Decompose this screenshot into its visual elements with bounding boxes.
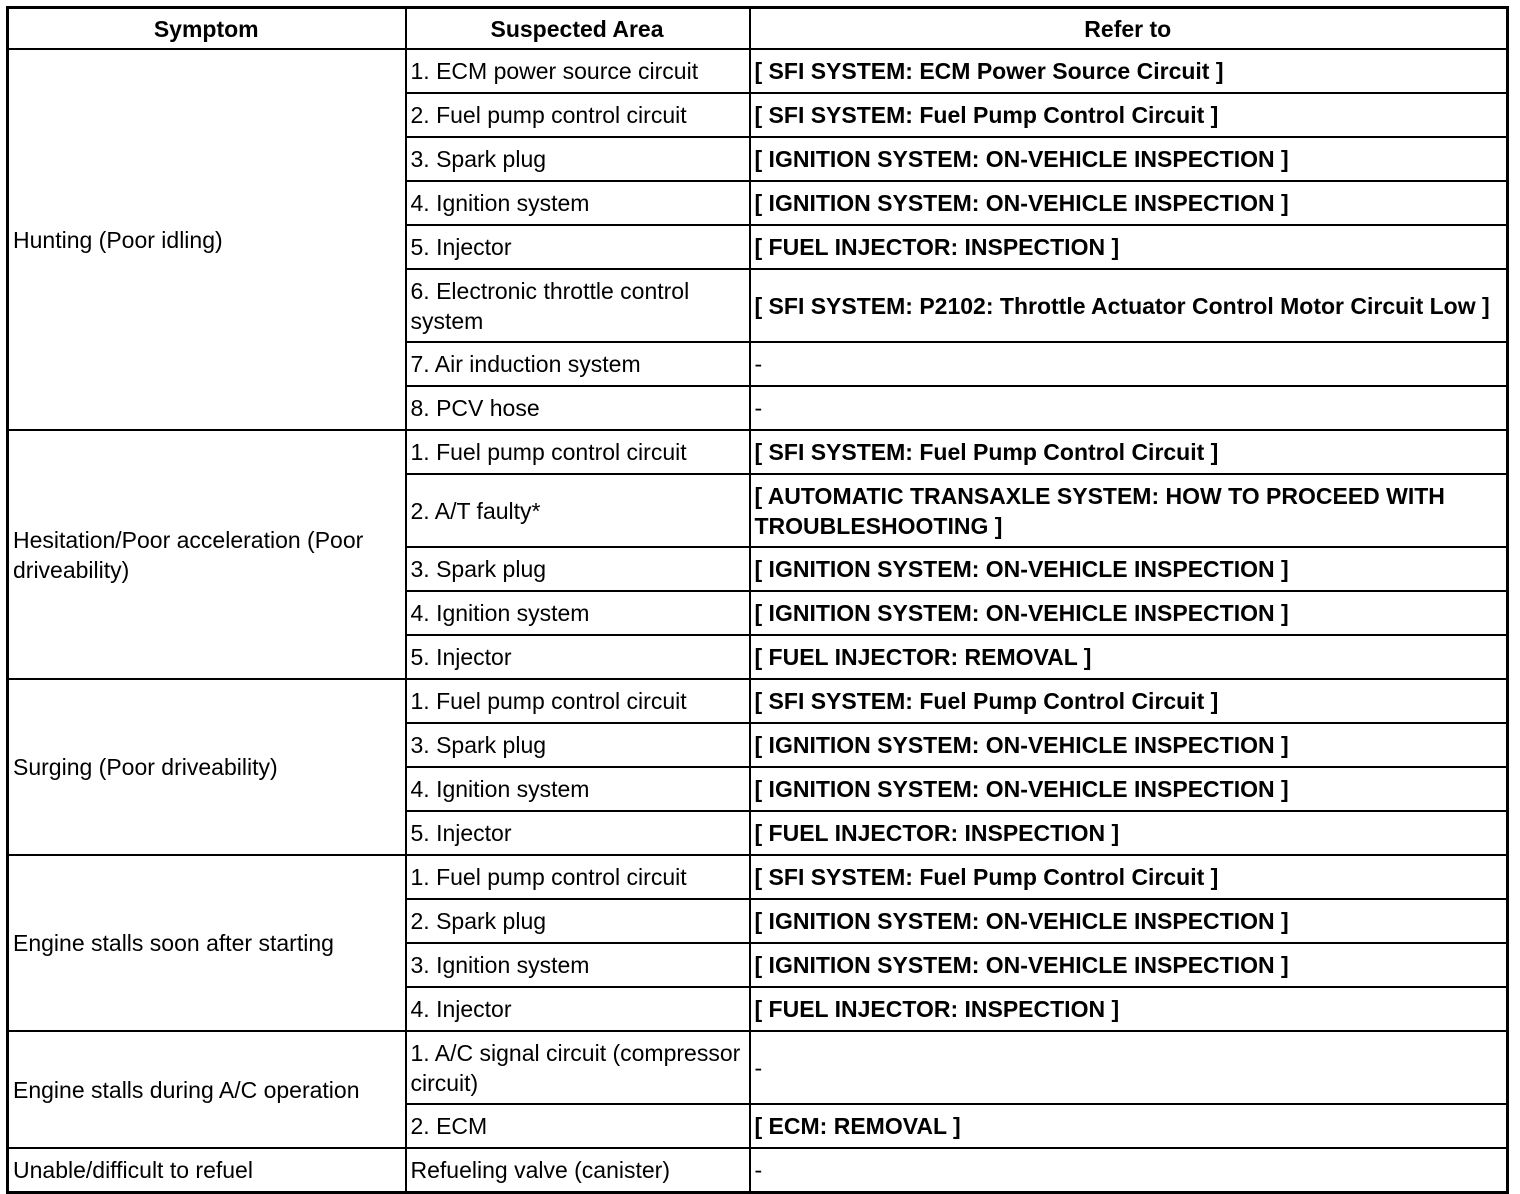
refer-to-cell: - [750, 342, 1508, 386]
table-row [8, 1031, 1508, 1104]
suspected-area-cell: 4. Ignition system [406, 181, 750, 225]
table-row [8, 855, 1508, 899]
refer-to-link[interactable]: [ FUEL INJECTOR: REMOVAL ] [750, 635, 1508, 679]
header-symptom: Symptom [8, 8, 406, 50]
refer-to-cell: - [750, 386, 1508, 430]
refer-to-cell: - [750, 1148, 1508, 1193]
refer-to-link[interactable]: [ IGNITION SYSTEM: ON-VEHICLE INSPECTION ] [750, 181, 1508, 225]
suspected-area-cell: 4. Ignition system [406, 591, 750, 635]
suspected-area-cell: 3. Spark plug [406, 137, 750, 181]
problem-symptoms-table [6, 6, 1509, 1194]
troubleshooting-table-wrapper [6, 6, 1509, 1194]
table-row [8, 49, 1508, 93]
refer-to-link[interactable]: [ IGNITION SYSTEM: ON-VEHICLE INSPECTION ] [750, 723, 1508, 767]
suspected-area-cell: 2. ECM [406, 1104, 750, 1148]
refer-to-link[interactable]: [ IGNITION SYSTEM: ON-VEHICLE INSPECTION ] [750, 943, 1508, 987]
suspected-area-cell: 2. Spark plug [406, 899, 750, 943]
symptom-cell: Hesitation/Poor acceleration (Poor driveability) [8, 430, 406, 679]
refer-to-cell: - [750, 1031, 1508, 1104]
refer-to-link[interactable]: [ ECM: REMOVAL ] [750, 1104, 1508, 1148]
header-suspected-area: Suspected Area [406, 8, 750, 50]
suspected-area-cell: 1. A/C signal circuit (compressor circuit) [406, 1031, 750, 1104]
refer-to-link[interactable]: [ IGNITION SYSTEM: ON-VEHICLE INSPECTION ] [750, 137, 1508, 181]
refer-to-link[interactable]: [ SFI SYSTEM: Fuel Pump Control Circuit ] [750, 679, 1508, 723]
refer-to-link[interactable]: [ SFI SYSTEM: Fuel Pump Control Circuit ] [750, 855, 1508, 899]
suspected-area-cell: 1. Fuel pump control circuit [406, 679, 750, 723]
suspected-area-cell: Refueling valve (canister) [406, 1148, 750, 1193]
suspected-area-cell: 5. Injector [406, 635, 750, 679]
refer-to-link[interactable]: [ IGNITION SYSTEM: ON-VEHICLE INSPECTION ] [750, 547, 1508, 591]
table-row [8, 1148, 1508, 1193]
refer-to-link[interactable]: [ IGNITION SYSTEM: ON-VEHICLE INSPECTION ] [750, 767, 1508, 811]
suspected-area-cell: 1. ECM power source circuit [406, 49, 750, 93]
suspected-area-cell: 5. Injector [406, 225, 750, 269]
suspected-area-cell: 8. PCV hose [406, 386, 750, 430]
header-refer-to: Refer to [750, 8, 1508, 50]
symptom-cell: Hunting (Poor idling) [8, 49, 406, 430]
refer-to-link[interactable]: [ SFI SYSTEM: Fuel Pump Control Circuit ] [750, 93, 1508, 137]
suspected-area-cell: 3. Spark plug [406, 723, 750, 767]
suspected-area-cell: 1. Fuel pump control circuit [406, 430, 750, 474]
table-header-row [8, 8, 1508, 50]
refer-to-link[interactable]: [ FUEL INJECTOR: INSPECTION ] [750, 225, 1508, 269]
symptom-cell: Surging (Poor driveability) [8, 679, 406, 855]
suspected-area-cell: 4. Injector [406, 987, 750, 1031]
symptom-cell: Engine stalls during A/C operation [8, 1031, 406, 1148]
suspected-area-cell: 5. Injector [406, 811, 750, 855]
suspected-area-cell: 1. Fuel pump control circuit [406, 855, 750, 899]
table-row [8, 679, 1508, 723]
refer-to-link[interactable]: [ IGNITION SYSTEM: ON-VEHICLE INSPECTION ] [750, 899, 1508, 943]
symptom-cell: Unable/difficult to refuel [8, 1148, 406, 1193]
suspected-area-cell: 3. Ignition system [406, 943, 750, 987]
suspected-area-cell: 3. Spark plug [406, 547, 750, 591]
refer-to-link[interactable]: [ FUEL INJECTOR: INSPECTION ] [750, 811, 1508, 855]
suspected-area-cell: 6. Electronic throttle control system [406, 269, 750, 342]
refer-to-link[interactable]: [ SFI SYSTEM: Fuel Pump Control Circuit ] [750, 430, 1508, 474]
suspected-area-cell: 2. Fuel pump control circuit [406, 93, 750, 137]
refer-to-link[interactable]: [ AUTOMATIC TRANSAXLE SYSTEM: HOW TO PROCEED WITH TROUBLESHOOTING ] [750, 474, 1508, 547]
refer-to-link[interactable]: [ SFI SYSTEM: ECM Power Source Circuit ] [750, 49, 1508, 93]
refer-to-link[interactable]: [ SFI SYSTEM: P2102: Throttle Actuator Control Motor Circuit Low ] [750, 269, 1508, 342]
symptom-cell: Engine stalls soon after starting [8, 855, 406, 1031]
suspected-area-cell: 7. Air induction system [406, 342, 750, 386]
refer-to-link[interactable]: [ FUEL INJECTOR: INSPECTION ] [750, 987, 1508, 1031]
suspected-area-cell: 4. Ignition system [406, 767, 750, 811]
suspected-area-cell: 2. A/T faulty* [406, 474, 750, 547]
refer-to-link[interactable]: [ IGNITION SYSTEM: ON-VEHICLE INSPECTION ] [750, 591, 1508, 635]
table-row [8, 430, 1508, 474]
